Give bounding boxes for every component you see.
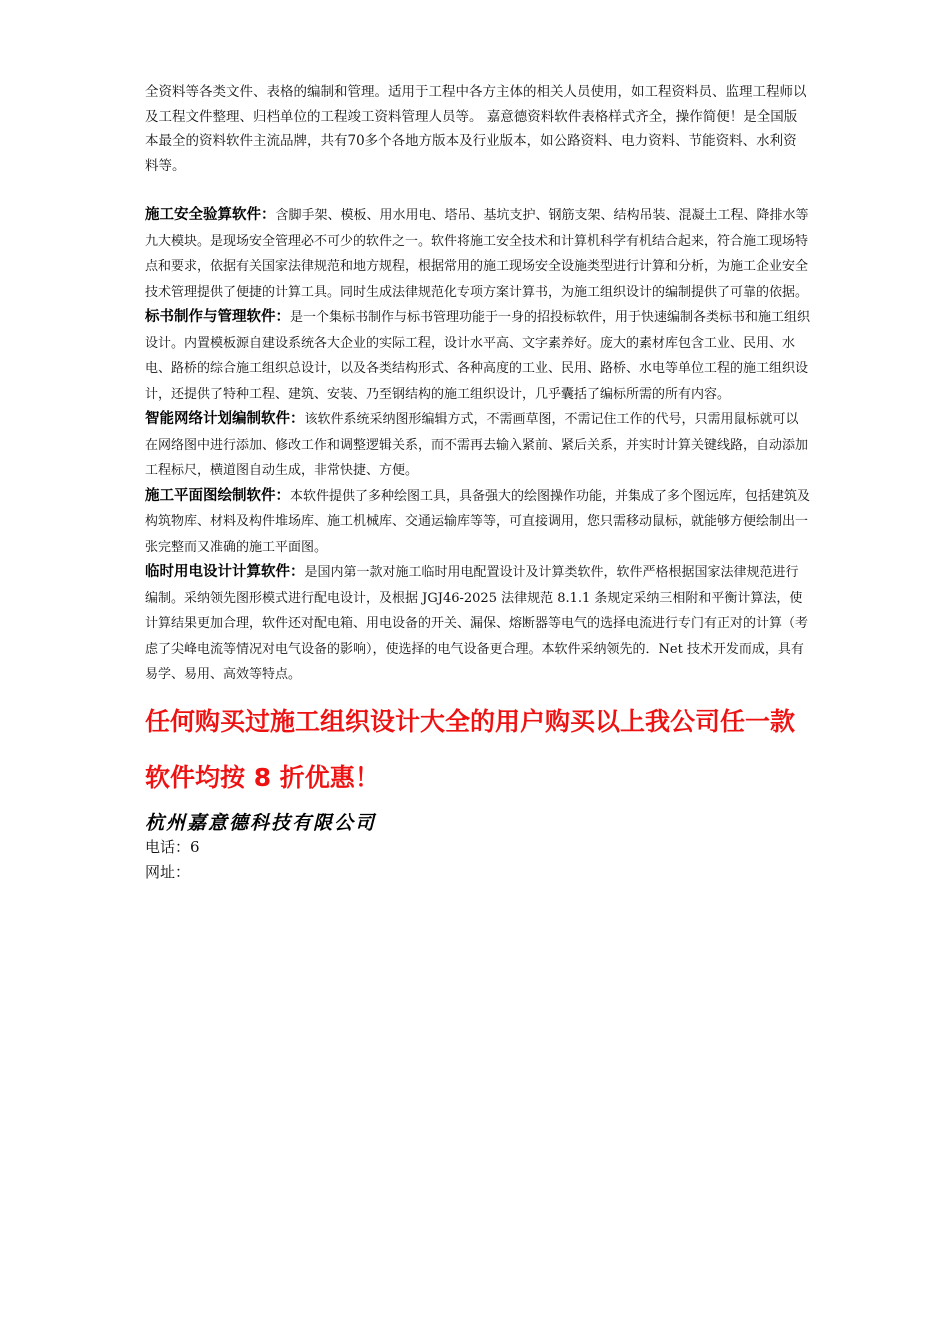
section-bid-doc	[145, 305, 810, 407]
section-heading: 施工安全验算软件：	[145, 207, 276, 223]
section-heading: 标书制作与管理软件：	[145, 309, 290, 325]
document-page	[145, 80, 810, 885]
section-body: 该软件系统采纳图形编辑方式，不需画草图，不需记住工作的代号，只需用鼠标就可以在网络图中进行添加、修改工作和调整逻辑关系，而不需再去输入紧前、紧后关系，并实时计算关键线路，自动添加工程标尺，横道图自动生成，非常快捷、方便。	[145, 412, 809, 478]
phone-line: 电话：6	[145, 837, 200, 856]
company-name: 杭州嘉意德科技有限公司	[145, 811, 377, 834]
section-body: 本软件提供了多种绘图工具，具备强大的绘图操作功能，并集成了多个图远库，包括建筑及构筑物库、材料及构件堆场库、施工机械库、交通运输库等等，可直接调用，您只需移动鼠标，就能够方便绘制出一张完整而又准确的施工平面图。	[145, 488, 811, 555]
section-heading: 智能网络计划编制软件：	[145, 411, 305, 427]
section-body: 含脚手架、模板、用水用电、塔吊、基坑支护、钢筋支架、结构吊装、混凝土工程、降排水等九大模块。是现场安全管理必不可少的软件之一。软件将施工安全技术和计算机科学有机结合起来，符合施工现场特点和要求，依据有关国家法律规范和地方规程，根据常用的施工现场安全设施类型进行计算和分析，为施工企业安全技术管理提供了便捷的计算工具。同时生成法律规范化专项方案计算书，为施工组织设计的编制提供了可靠的依据。	[145, 208, 809, 300]
paragraph-gap	[145, 178, 810, 203]
section-site-plan	[145, 484, 810, 561]
section-network-plan	[145, 407, 810, 484]
section-body: 是国内第一款对施工临时用电配置设计及计算类软件，软件严格根据国家法律规范进行编制。采纳领先图形模式进行配电设计，及根据 JGJ46-2025 法律规范 8.1.1 条规定采纳三相附和平衡计算法，使计算结果更加合理，软件还对配电箱、用电设备的开关、漏保、熔断器等电气的选择电流进行专门有正对的计算（考虑了尖峰电流等情况对电气设备的影响），使选择的电气设备更合理。本软件采纳领先的．Net 技术开发而成，具有易学、易用、高效等特点。	[145, 565, 809, 682]
intro-paragraph: 全资料等各类文件、表格的编制和管理。适用于工程中各方主体的相关人员使用，如工程资料员、监理工程师以及工程文件整理、归档单位的工程竣工资料管理人员等。 嘉意德资料软件表格样式齐全，操作简便！是全国版本最全的资料软件主流品牌，共有70多个各地方版本及行业版本，如公路资料、电力资料、节能资料、水利资料等。	[145, 84, 807, 174]
promo-banner: 任何购买过施工组织设计大全的用户购买以上我公司任一款软件均按 8 折优惠！	[145, 706, 796, 792]
section-heading: 施工平面图绘制软件：	[145, 487, 290, 504]
section-heading: 临时用电设计计算软件：	[145, 564, 305, 580]
section-temp-power	[145, 560, 810, 688]
section-body: 是一个集标书制作与标书管理功能于一身的招投标软件，用于快速编制各类标书和施工组织设计。内置模板源自建设系统各大企业的实际工程，设计水平高、文字素养好。庞大的素材库包含工业、民用、水电、路桥的综合施工组织总设计，以及各类结构形式、各种高度的工业、民用、路桥、水电等单位工程的施工组织设计，还提供了特种工程、建筑、安装、乃至钢结构的施工组织设计，几乎囊括了编标所需的所有内容。	[145, 310, 811, 402]
section-safety-calc	[145, 203, 810, 305]
website-line: 网址：	[145, 862, 191, 881]
